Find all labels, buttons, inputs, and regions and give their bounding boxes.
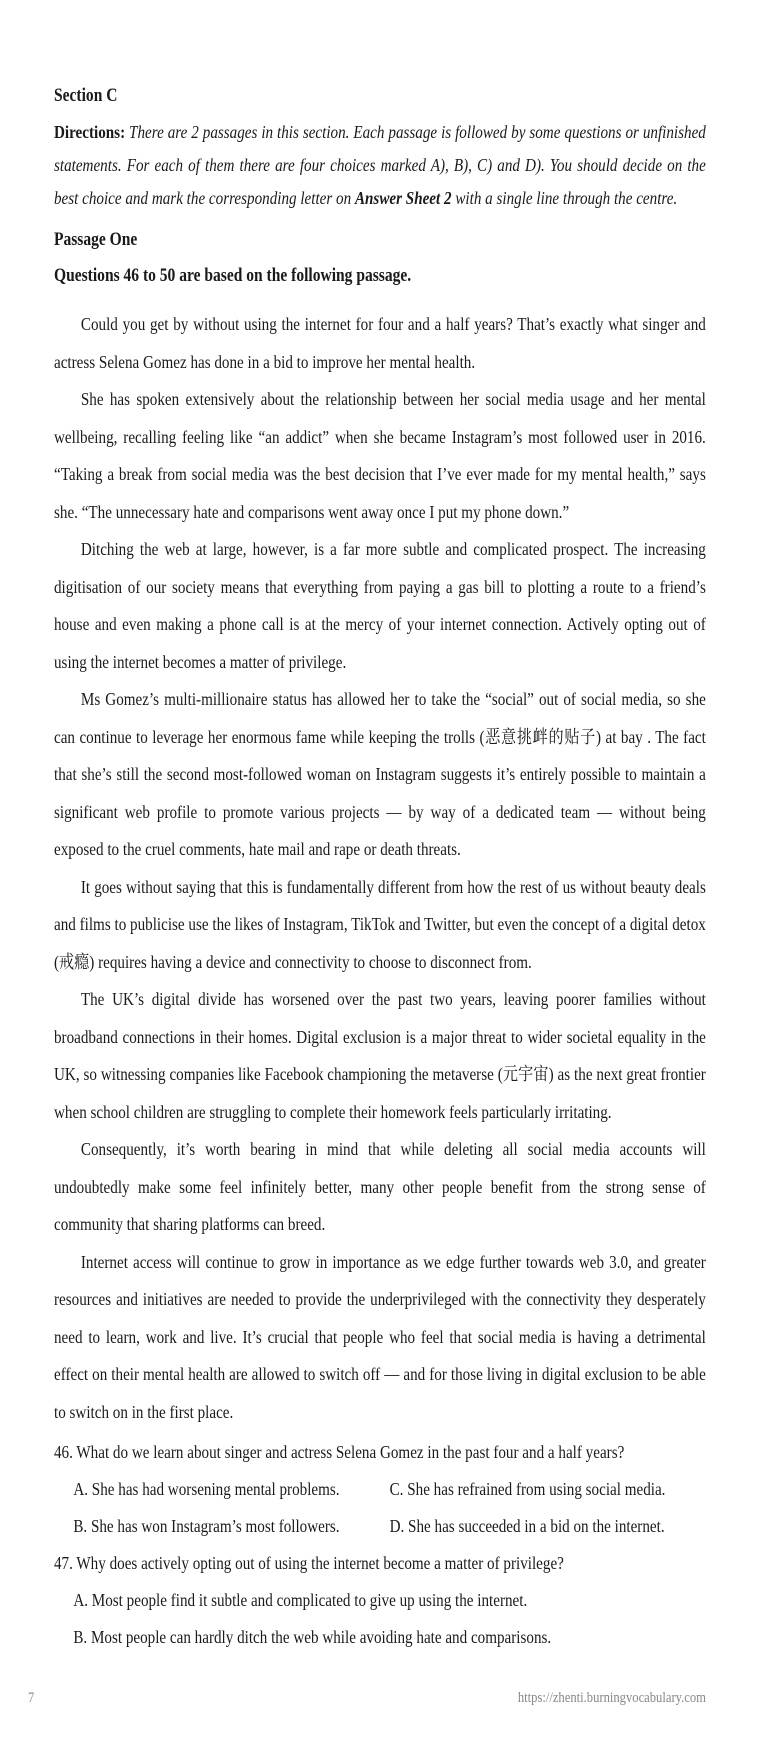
passage-intro [54, 264, 760, 288]
passage-paragraph: Ditching the web at large, however, is a far more subtle and complicated prospect. The increasing digitisation of our society means that everything from paying a gas bill to plotting a route to a friend’s house and even making a phone call is at the mercy of your internet connection. Actively opting out of using the internet becomes a matter of privilege. [54, 539, 706, 672]
passage-paragraph: Consequently, it’s worth bearing in mind that while deleting all social media accounts will undoubtedly make some feel infinitely better, many other people benefit from the strong sense of community that sharing platforms can breed. [54, 1139, 706, 1234]
question-46-options-row-1 [54, 1471, 706, 1508]
question-47-option-a: A. Most people find it subtle and complicated to give up using the internet. [73, 1590, 528, 1610]
question-46-options-row-2 [54, 1508, 706, 1545]
passage-body [54, 306, 760, 1431]
question-items [54, 1434, 706, 1656]
directions-body-2: with a single line through the centre. [451, 188, 678, 208]
page-number [28, 1690, 36, 1707]
passage-title-text: Passage One [54, 230, 138, 250]
passage-intro-text: Questions 46 to 50 are based on the following passage. [54, 266, 412, 286]
answer-sheet-reference: Answer Sheet 2 [354, 188, 452, 208]
question-47-option-b: B. Most people can hardly ditch the web while avoiding hate and comparisons. [73, 1627, 552, 1647]
question-46-option-d: D. She has succeeded in a bid on the internet. [389, 1516, 665, 1536]
directions-body-1: There are 2 passages in this section. Each passage is followed by some questions or unfinished statements. For each of them there are four choices marked A), B), C) and D). You should decide on the best choice and mark the corresponding letter on [54, 122, 706, 208]
passage-paragraph: Could you get by without using the internet for four and a half years? That’s exactly what singer and actress Selena Gomez has done in a bid to improve her mental health. [54, 314, 706, 372]
directions-label: Directions: [54, 122, 126, 142]
passage-title [54, 228, 760, 252]
passage-paragraphs [54, 306, 706, 1431]
footer-url-text[interactable]: https://zhenti.burningvocabulary.com [517, 1690, 706, 1706]
passage-paragraph: Ms Gomez’s multi-millionaire status has allowed her to take the “social” out of social media, so she can continue to leverage her enormous fame while keeping the trolls (恶意挑衅的贴子) at bay . The fact that she’s still the second most-followed woman on Instagram suggests it’s entirely possible to maintain a significant web profile to promote various projects — by way of a dedicated team — without being exposed to the cruel comments, hate mail and rape or death threats. [54, 689, 706, 859]
directions-text [54, 116, 706, 215]
directions [54, 116, 760, 215]
section-title [54, 84, 760, 108]
section-title-text: Section C [54, 86, 118, 106]
question-46-option-c: C. She has refrained from using social media. [389, 1479, 666, 1499]
question-47-stem: 47. Why does actively opting out of using the internet become a matter of privilege? [54, 1553, 564, 1573]
footer-url[interactable] [482, 1690, 706, 1707]
passage-paragraph: The UK’s digital divide has worsened over the past two years, leaving poorer families without broadband connections in their homes. Digital exclusion is a major threat to wider societal equality in the UK, so witnessing companies like Facebook championing the metaverse (元宇宙) as the next great frontier when school children are struggling to complete their homework feels particularly irritating. [54, 989, 706, 1122]
passage-paragraph: It goes without saying that this is fundamentally different from how the rest of us without beauty deals and films to publicise use the likes of Instagram, TikTok and Twitter, but even the concept of a digital detox (戒瘾) requires having a device and connectivity to choose to disconnect from. [54, 876, 706, 972]
page-number-text: 7 [28, 1690, 35, 1706]
passage-paragraph: She has spoken extensively about the relationship between her social media usage and her mental wellbeing, recalling feeling like “an addict” when she became Instagram’s most followed user in 2016. “Taking a break from social media was the best decision that I’ve ever made for my mental health,” says she. “The unnecessary hate and comparisons went away once I put my phone down.” [54, 389, 706, 522]
question-list [54, 1434, 760, 1656]
question-46-option-b: B. She has won Instagram’s most followers. [73, 1516, 340, 1536]
passage-paragraph: Internet access will continue to grow in importance as we edge further towards web 3.0, and greater resources and initiatives are needed to provide the underprivileged with the connectivity they desperately need to learn, work and live. It’s crucial that people who feel that social media is having a detrimental effect on their mental health are allowed to switch off — and for those living in digital exclusion to be able to switch on in the first place. [54, 1251, 706, 1422]
question-46-option-a: A. She has had worsening mental problems. [73, 1479, 340, 1499]
question-46-stem: 46. What do we learn about singer and actress Selena Gomez in the past four and a half years? [54, 1442, 625, 1462]
